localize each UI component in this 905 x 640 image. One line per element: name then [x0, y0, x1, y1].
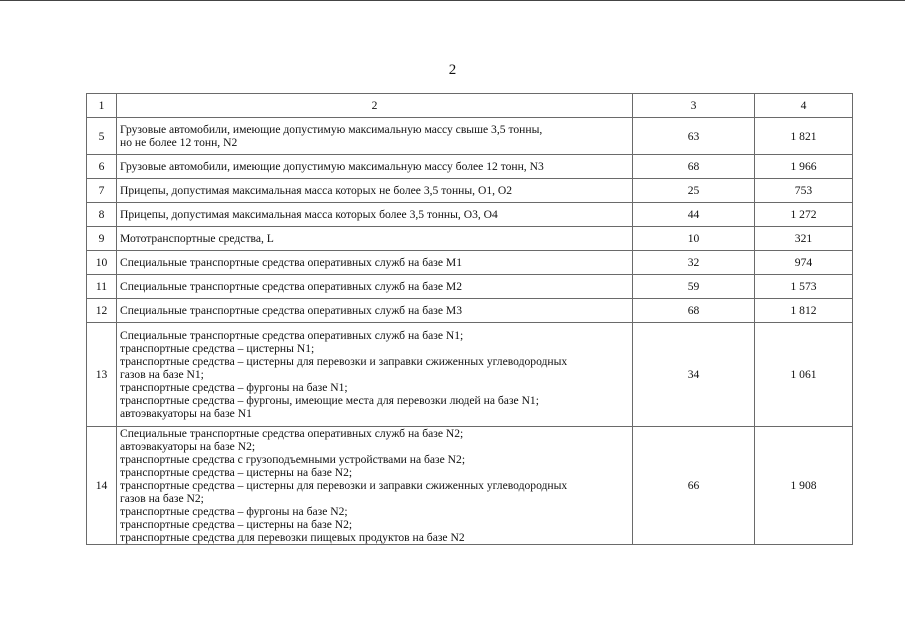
row-value-3: 32 [633, 251, 755, 275]
row-value-3: 66 [633, 427, 755, 545]
description-line: транспортные средства – цистерны на базе N2; [120, 518, 353, 531]
row-value-3: 68 [633, 155, 755, 179]
description-line: Грузовые автомобили, имеющие допустимую максимальную массу более 12 тонн, N3 [120, 160, 544, 173]
table-row [87, 118, 853, 155]
description-line: Мототранспортные средства, L [120, 232, 274, 245]
description-line: Прицепы, допустимая максимальная масса которых не более 3,5 тонны, O1, O2 [120, 184, 513, 197]
description-line: транспортные средства для перевозки пищевых продуктов на базе N2 [120, 531, 465, 544]
description-line: но не более 12 тонн, N2 [120, 136, 238, 149]
row-value-3: 44 [633, 203, 755, 227]
table-row [87, 251, 853, 275]
description-line: Прицепы, допустимая максимальная масса которых более 3,5 тонны, O3, O4 [120, 208, 498, 221]
row-value-3: 59 [633, 275, 755, 299]
description-line: транспортные средства – цистерны для перевозки и заправки сжиженных углеводородных [120, 355, 568, 368]
page-number: 2 [448, 62, 457, 78]
header-cell: 1 [87, 94, 117, 118]
row-value-4: 1 966 [755, 155, 853, 179]
description-line: газов на базе N1; [120, 368, 204, 381]
row-description [117, 227, 633, 251]
table-row [87, 155, 853, 179]
row-index: 9 [87, 227, 117, 251]
row-description [117, 323, 633, 427]
row-value-4: 1 573 [755, 275, 853, 299]
description-line: Грузовые автомобили, имеющие допустимую максимальную массу свыше 3,5 тонны, [120, 123, 543, 136]
row-index: 12 [87, 299, 117, 323]
row-value-4: 974 [755, 251, 853, 275]
row-value-3: 34 [633, 323, 755, 427]
row-value-4: 321 [755, 227, 853, 251]
row-description [117, 299, 633, 323]
row-index: 5 [87, 118, 117, 155]
row-value-4: 1 061 [755, 323, 853, 427]
table-row [87, 203, 853, 227]
description-line: транспортные средства с грузоподъемными устройствами на базе N2; [120, 453, 466, 466]
table-row [87, 179, 853, 203]
row-value-4: 1 908 [755, 427, 853, 545]
row-description [117, 155, 633, 179]
description-line: транспортные средства – фургоны на базе N2; [120, 505, 348, 518]
header-cell: 3 [633, 94, 755, 118]
row-index: 14 [87, 427, 117, 545]
description-line: транспортные средства – фургоны, имеющие места для перевозки людей на базе N1; [120, 394, 539, 407]
description-line: транспортные средства – фургоны на базе N1; [120, 381, 348, 394]
table-row [87, 227, 853, 251]
row-description [117, 275, 633, 299]
header-cell: 2 [117, 94, 633, 118]
row-description [117, 118, 633, 155]
row-index: 11 [87, 275, 117, 299]
row-index: 13 [87, 323, 117, 427]
row-description [117, 427, 633, 545]
description-line: транспортные средства – цистерны на базе N2; [120, 466, 353, 479]
row-value-4: 753 [755, 179, 853, 203]
row-description [117, 179, 633, 203]
description-line: газов на базе N2; [120, 492, 204, 505]
vehicle-table [86, 93, 853, 545]
row-description [117, 203, 633, 227]
row-value-3: 63 [633, 118, 755, 155]
table-row [87, 299, 853, 323]
row-value-3: 10 [633, 227, 755, 251]
description-line: Специальные транспортные средства оперативных служб на базе M1 [120, 256, 462, 269]
row-value-3: 68 [633, 299, 755, 323]
table-row [87, 323, 853, 427]
table-row [87, 275, 853, 299]
table-header-row [87, 94, 853, 118]
row-index: 6 [87, 155, 117, 179]
description-line: Специальные транспортные средства оперативных служб на базе N1; [120, 329, 464, 342]
scan-edge [0, 0, 905, 19]
row-value-3: 25 [633, 179, 755, 203]
header-cell: 4 [755, 94, 853, 118]
row-value-4: 1 812 [755, 299, 853, 323]
row-description [117, 251, 633, 275]
description-line: автоэвакуаторы на базе N2; [120, 440, 256, 453]
table-row [87, 427, 853, 545]
row-index: 8 [87, 203, 117, 227]
description-line: автоэвакуаторы на базе N1 [120, 407, 252, 420]
description-line: транспортные средства – цистерны для перевозки и заправки сжиженных углеводородных [120, 479, 568, 492]
row-index: 10 [87, 251, 117, 275]
row-value-4: 1 272 [755, 203, 853, 227]
description-line: Специальные транспортные средства оперативных служб на базе N2; [120, 427, 464, 440]
row-index: 7 [87, 179, 117, 203]
row-value-4: 1 821 [755, 118, 853, 155]
description-line: Специальные транспортные средства оперативных служб на базе M2 [120, 280, 462, 293]
description-line: Специальные транспортные средства оперативных служб на базе M3 [120, 304, 462, 317]
description-line: транспортные средства – цистерны N1; [120, 342, 315, 355]
